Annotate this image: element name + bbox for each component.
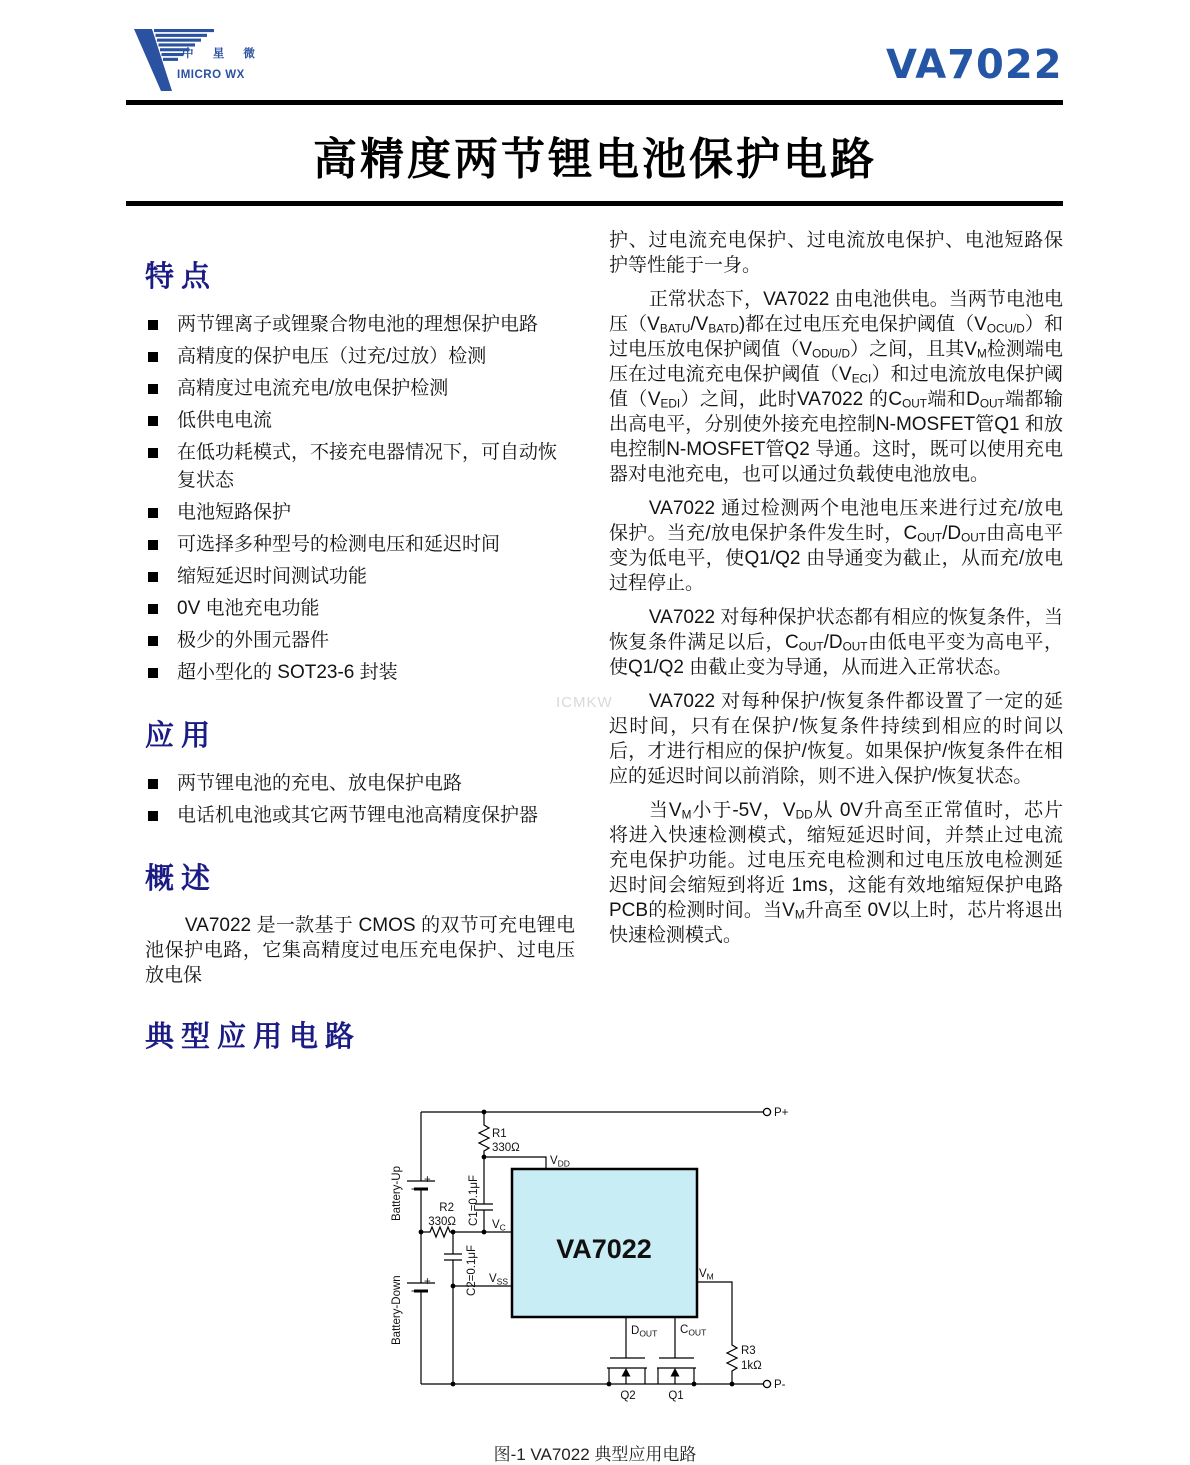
q2-label: Q2 — [620, 1390, 636, 1402]
p-plus-label: P+ — [774, 1107, 789, 1119]
features-heading: 特点 — [145, 261, 218, 293]
list-item-text: 两节锂离子或锂聚合物电池的理想保护电路 — [177, 314, 539, 335]
paragraph-normal-state: 正常状态下，VA7022 由电池供电。当两节电池电压$(V_{BATU}/V_{BATD})$都在过电压充电保护阈值$(V_{OCU/D})$和过电压放电保护阈值$(V_{ODU/D})$之间，且其$V_M$检测端电压在过电流充电保护阈值$(V_{ECI})$和过电流放电保护阈值$(V_{EDI})$之间，此时VA7022 的$C_{OUT}$端和$D_{OUT}$端都输出高电平，分别使外接充电控制N-MOSFET管Q1 和放电控制N-MOSFET管Q2 导通。这时，既可以使用充电器对电池充电，也可以通过负载使电池放电。 — [609, 289, 1063, 485]
battery-up-plus-sign: + — [424, 1174, 431, 1186]
paragraph-delay: VA7022 对每种保护/恢复条件都设置了一定的延迟时间，只有在保护/恢复条件持续到相应的时间以后，才进行相应的保护/恢复。如果保护/恢复条件在相应的延迟时间以前消除，则不进入保护/恢复状态。 — [609, 691, 1063, 787]
list-item-text: 超小型化的 SOT23-6 封装 — [177, 662, 398, 683]
bullet-square-icon — [148, 416, 158, 426]
bullet-square-icon — [148, 636, 158, 646]
capacitor-c2 — [444, 1232, 478, 1384]
list-item-text: 可选择多种型号的检测电压和延迟时间 — [177, 534, 501, 555]
list-item — [145, 802, 575, 830]
header — [0, 0, 1190, 100]
left-column — [145, 228, 575, 1071]
battery-down-label: Battery-Down — [391, 1275, 403, 1345]
r2-value: 330Ω — [428, 1216, 456, 1228]
list-item — [145, 343, 575, 371]
battery-down-minus-sign: - — [411, 1285, 415, 1297]
vimicro-logo — [132, 26, 317, 96]
p-plus-terminal-icon — [763, 1108, 770, 1115]
bullet-square-icon — [148, 320, 158, 330]
doc-title: 高精度两节锂电池保护电路 — [313, 135, 877, 184]
battery-up-label: Battery-Up — [391, 1166, 403, 1221]
logo-cn-text: 中 星 微 — [182, 48, 263, 60]
right-column — [609, 228, 1063, 1071]
list-item — [145, 311, 575, 339]
features-list — [145, 311, 575, 687]
bullet-square-icon — [148, 811, 158, 821]
list-item-text: 低供电电流 — [177, 410, 273, 431]
logo-en-text: IMICRO WX — [177, 69, 245, 81]
rule-top — [126, 100, 1063, 105]
part-number: VA7022 — [886, 42, 1063, 88]
list-item-text: 高精度过电流充电/放电保护检测 — [177, 378, 449, 399]
list-item — [145, 563, 575, 591]
applications-list — [145, 770, 575, 830]
q1-body-arrow-icon — [671, 1368, 680, 1377]
bullet-square-icon — [148, 572, 158, 582]
resistor-r3 — [697, 1282, 762, 1384]
bullet-square-icon — [148, 540, 158, 550]
q1-label: Q1 — [668, 1390, 684, 1402]
battery-up-minus-sign: - — [411, 1183, 415, 1195]
bullet-square-icon — [148, 508, 158, 518]
vm-pin-label: $V_M$ — [699, 1268, 714, 1282]
list-item — [145, 770, 575, 798]
battery-up-symbol — [391, 1166, 435, 1221]
chip-label: VA7022 — [556, 1234, 652, 1264]
mosfet-q1 — [657, 1358, 696, 1402]
list-item-text: 0V 电池充电功能 — [177, 598, 320, 619]
figure-caption: 图-1 VA7022 典型应用电路 — [493, 1445, 697, 1464]
list-item — [145, 407, 575, 435]
r2-name: R2 — [439, 1202, 454, 1214]
list-item-text: 电话机电池或其它两节锂电池高精度保护器 — [177, 805, 539, 826]
typical-application-circuit — [378, 1097, 1190, 1414]
list-item — [145, 531, 575, 559]
bullet-square-icon — [148, 604, 158, 614]
r3-value: 1kΩ — [741, 1360, 762, 1372]
list-item-text: 缩短延迟时间测试功能 — [177, 566, 368, 587]
list-item-text: 高精度的保护电压（过充/过放）检测 — [177, 346, 487, 367]
bullet-square-icon — [148, 668, 158, 678]
q2-body-arrow-icon — [622, 1368, 631, 1377]
p-minus-terminal-icon — [763, 1380, 770, 1387]
typical-circuit-heading: 典型应用电路 — [145, 1021, 362, 1053]
vss-pin-label: $V_{SS}$ — [489, 1273, 509, 1287]
list-item — [145, 375, 575, 403]
bullet-square-icon — [148, 448, 158, 458]
applications-heading: 应用 — [145, 720, 218, 752]
capacitor-c1 — [468, 1157, 493, 1232]
bullet-square-icon — [148, 384, 158, 394]
mosfet-q2 — [607, 1358, 647, 1402]
paragraph-recovery: VA7022 对每种保护状态都有相应的恢复条件，当恢复条件满足以后，$C_{OUT}/D_{OUT}$由低电平变为高电平，使Q1/Q2 由截止变为导通，从而进入正常状态。 — [609, 607, 1063, 678]
list-item — [145, 595, 575, 623]
list-item-text: 电池短路保护 — [177, 502, 292, 523]
list-item — [145, 499, 575, 527]
overview-paragraph-continued: 护、过电流充电保护、过电流放电保护、电池短路保护等性能于一身。 — [609, 230, 1063, 276]
vc-pin-label: $V_C$ — [492, 1219, 506, 1233]
paragraph-protection: VA7022 通过检测两个电池电压来进行过充/放电保护。当充/放电保护条件发生时，$C_{OUT}/D_{OUT}$由高电平变为低电平，使Q1/Q2 由导通变为截止，从而充/放电过程停止。 — [609, 498, 1063, 594]
battery-down-symbol — [391, 1275, 435, 1345]
r3-name: R3 — [741, 1345, 756, 1357]
overview-heading: 概述 — [145, 863, 218, 895]
content-columns — [0, 206, 1190, 1071]
bullet-square-icon — [148, 352, 158, 362]
list-item — [145, 659, 575, 687]
vdd-wire — [484, 1157, 546, 1169]
list-item-text: 在低功耗模式，不接充电器情况下，可自动恢复状态 — [177, 442, 558, 491]
list-item-text: 极少的外围元器件 — [177, 630, 330, 651]
watermark: ICMKW — [556, 694, 613, 711]
overview-paragraph-left: VA7022 是一款基于 CMOS 的双节可充电锂电池保护电路，它集高精度过电压充电保护、过电压放电保 — [145, 915, 575, 986]
resistor-r1 — [479, 1112, 520, 1157]
vdd-pin-label: $V_{DD}$ — [550, 1155, 570, 1169]
list-item-text: 两节锂电池的充电、放电保护电路 — [177, 773, 463, 794]
list-item — [145, 627, 575, 655]
r1-value: 330Ω — [492, 1142, 520, 1154]
cout-pin-label: $C_{OUT}$ — [680, 1324, 707, 1338]
battery-down-plus-sign: + — [424, 1276, 431, 1288]
p-minus-label: P- — [774, 1379, 786, 1391]
c2-label: C2=0.1μF — [466, 1244, 478, 1296]
paragraph-fast-detect: 当$V_M$小于-5V，$V_{DD}$从 0V升高至正常值时，芯片将进入快速检测模式，缩短延迟时间，并禁止过电流充电保护功能。过电压充电检测和过电压放电检测延迟时间会缩短到将近 1ms，这能有效地缩短保护电路PCB的检测时间。当$V_M$升高至 0V以上时，芯片将退出快速检测模式。 — [609, 800, 1063, 946]
r1-name: R1 — [492, 1128, 507, 1140]
circuit-diagram-svg — [378, 1097, 798, 1409]
v-icon — [134, 29, 214, 91]
c1-label: C1=0.1μF — [468, 1174, 480, 1226]
list-item — [145, 439, 575, 495]
bullet-square-icon — [148, 779, 158, 789]
dout-pin-label: $D_{OUT}$ — [631, 1325, 658, 1339]
